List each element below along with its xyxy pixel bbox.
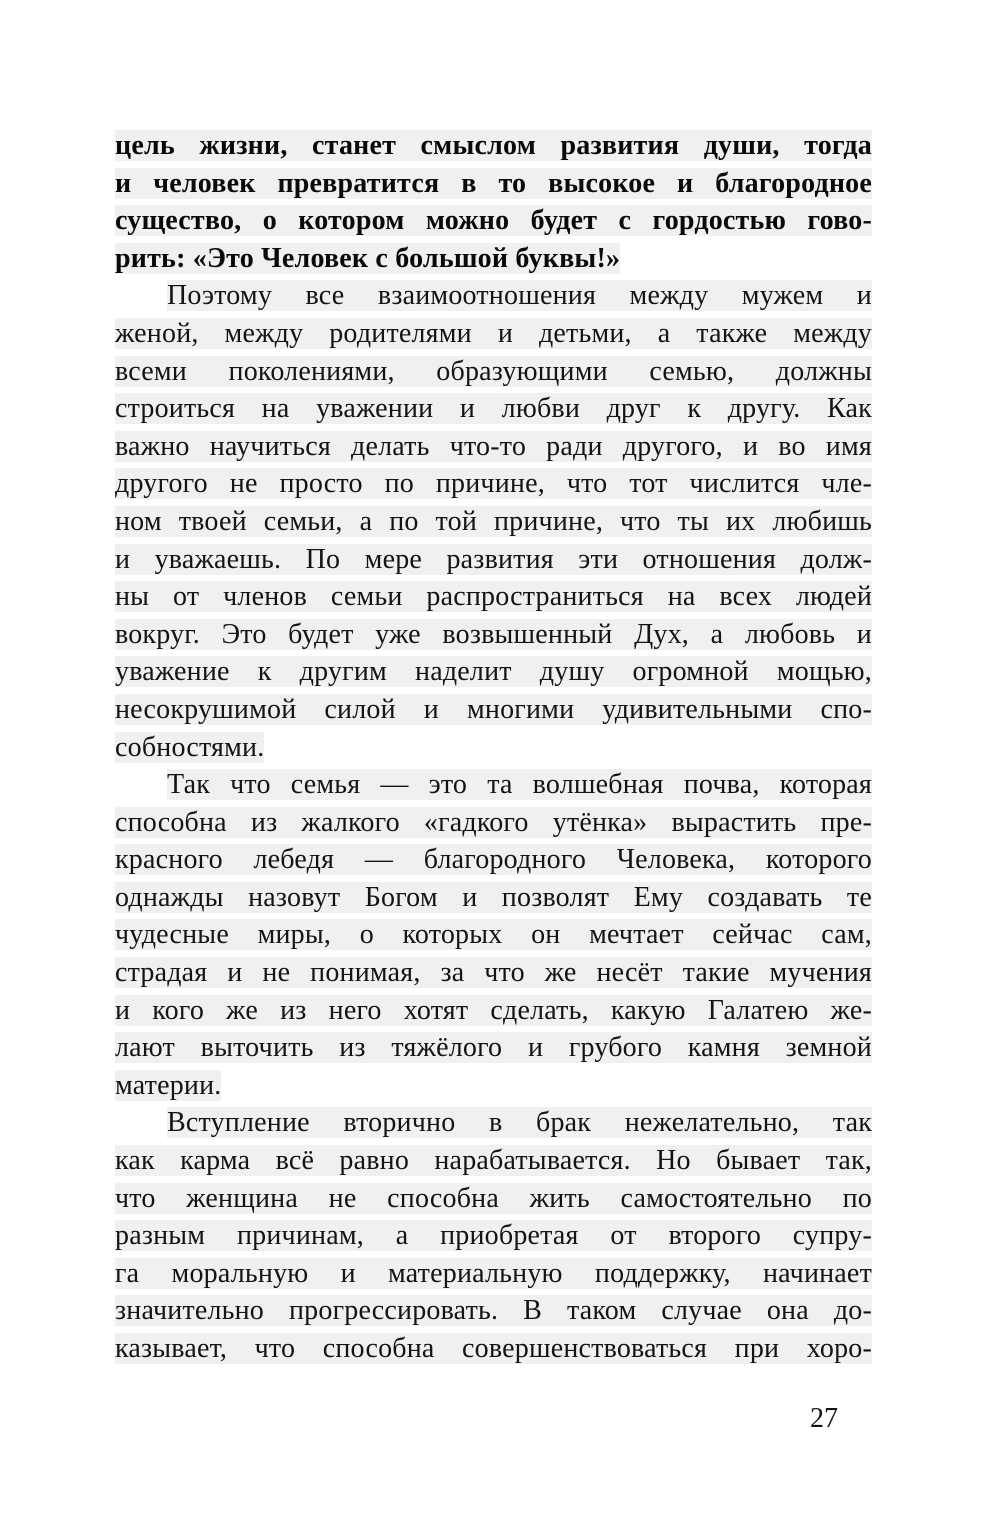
text-line <box>115 202 872 240</box>
text-line-ink: и человек превратится в то высокое и благородное <box>115 167 872 199</box>
text-line-ink: уважение к другим наделит душу огромной мощью, <box>115 656 872 688</box>
text-line-ink: значительно прогрессировать. В таком случае она до- <box>115 1295 872 1327</box>
text-line <box>115 1142 872 1180</box>
text-line <box>115 1292 872 1330</box>
text-line <box>115 954 872 992</box>
text-line <box>115 165 872 203</box>
paragraph-1 <box>115 127 872 277</box>
text-line-ink: как карма всё равно нарабатывается. Но бывает так, <box>115 1145 872 1177</box>
text-line <box>115 315 872 353</box>
paragraph-2 <box>115 277 872 766</box>
page-number: 27 <box>810 1403 838 1434</box>
text-line-ink: ном твоей семьи, а по той причине, что ты их любишь <box>115 505 872 537</box>
text-line-ink: и уважаешь. По мере развития эти отношения долж- <box>115 543 872 575</box>
text-line <box>115 916 872 954</box>
text-line-ink: Вступление вторично в брак нежелательно, так <box>167 1107 872 1139</box>
text-line <box>115 691 872 729</box>
text-line <box>115 390 872 428</box>
text-line-ink: рить: «Это Человек с большой буквы!» <box>115 242 621 274</box>
text-line <box>115 1217 872 1255</box>
text-line <box>115 766 872 804</box>
text-line <box>115 1330 872 1368</box>
text-line <box>115 240 872 278</box>
text-line <box>115 127 872 165</box>
text-line <box>115 465 872 503</box>
text-line <box>115 804 872 842</box>
text-line-ink: разным причинам, а приобретая от второго супру- <box>115 1220 872 1252</box>
paragraph-4 <box>115 1104 872 1367</box>
text-line-ink: однажды назовут Богом и позволят Ему создавать те <box>115 881 872 913</box>
text-line-ink: вокруг. Это будет уже возвышенный Дух, а любовь и <box>115 618 872 650</box>
text-line <box>115 503 872 541</box>
text-line-ink: цель жизни, станет смыслом развития души, тогда <box>115 130 872 161</box>
text-line-ink: га моральную и материальную поддержку, начинает <box>115 1257 872 1289</box>
text-line-ink: и кого же из него хотят сделать, какую Галатею же- <box>115 994 872 1026</box>
text-line <box>115 541 872 579</box>
text-line <box>115 1255 872 1293</box>
text-line-ink: что женщина не способна жить самостоятельно по <box>115 1182 872 1214</box>
text-line-ink: ны от членов семьи распространиться на всех людей <box>115 581 872 613</box>
text-line-ink: материи. <box>115 1069 222 1101</box>
text-line <box>115 616 872 654</box>
text-line <box>115 992 872 1030</box>
text-line-ink: существо, о котором можно будет с гордостью гово- <box>115 205 872 237</box>
text-line-ink: страдая и не понимая, за что же несёт такие мучения <box>115 957 872 989</box>
text-line-ink: несокрушимой силой и многими удивительными спо- <box>115 693 872 725</box>
text-line <box>115 879 872 917</box>
text-line-ink: строиться на уважении и любви друг к другу. Как <box>115 393 872 425</box>
text-line-ink: красного лебедя — благородного Человека, которого <box>115 844 872 876</box>
text-line <box>115 729 872 767</box>
text-line-ink: другого не просто по причине, что тот числится чле- <box>115 468 872 500</box>
text-line <box>115 353 872 391</box>
text-line-ink: всеми поколениями, образующими семью, должны <box>115 355 872 387</box>
text-line <box>115 277 872 315</box>
text-line-ink: важно научиться делать что-то ради другого, и во имя <box>115 430 872 462</box>
text-line-ink: собностями. <box>115 731 265 763</box>
text-line-ink: способна из жалкого «гадкого утёнка» вырастить пре- <box>115 806 872 838</box>
text-line <box>115 428 872 466</box>
text-line-ink: чудесные миры, о которых он мечтает сейчас сам, <box>115 919 872 951</box>
text-line-ink: Поэтому все взаимоотношения между мужем и <box>167 280 872 312</box>
paragraph-3 <box>115 766 872 1104</box>
text-line-ink: Так что семья — это та волшебная почва, которая <box>167 769 872 801</box>
text-line-ink: лают выточить из тяжёлого и грубого камня земной <box>115 1032 872 1064</box>
text-line <box>115 578 872 616</box>
text-line <box>115 653 872 691</box>
text-line-ink: женой, между родителями и детьми, а также между <box>115 317 872 349</box>
text-line <box>115 841 872 879</box>
text-line <box>115 1029 872 1067</box>
text-line-ink: казывает, что способна совершенствоваться при хоро- <box>115 1333 872 1364</box>
text-line <box>115 1067 872 1105</box>
text-line <box>115 1104 872 1142</box>
text-line <box>115 1180 872 1218</box>
page-text <box>115 127 872 1368</box>
